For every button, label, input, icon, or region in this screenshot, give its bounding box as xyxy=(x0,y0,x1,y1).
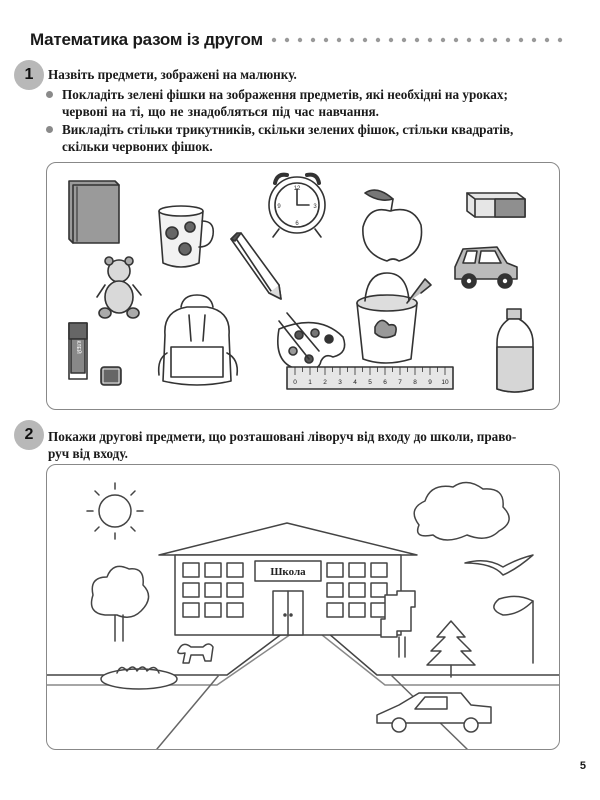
sand-bucket-icon xyxy=(357,273,431,363)
ruler-mark: 9 xyxy=(428,379,432,386)
task-2-prompt-line-1: Покажи другові предмети, що розташовані ліворуч від входу до школи, право- xyxy=(48,429,517,444)
svg-text:12: 12 xyxy=(293,186,301,192)
sun-icon xyxy=(87,483,143,539)
alarm-clock-icon xyxy=(269,175,325,237)
ruler-mark: 7 xyxy=(398,379,402,386)
task-2-number: 2 xyxy=(14,420,44,450)
eraser-icon xyxy=(467,193,525,217)
toy-car-icon xyxy=(455,247,517,288)
task-1-bullet-2-line-2: скільки червоних фішок. xyxy=(62,139,213,154)
svg-text:3: 3 xyxy=(313,204,317,210)
ruler-mark: 6 xyxy=(383,379,387,386)
ruler-mark: 5 xyxy=(368,379,372,386)
bullet-dot xyxy=(46,91,53,98)
dog-icon xyxy=(178,644,213,663)
task-1-bullet-1-line-2: червоні на ті, що не знадобляться під час навчання. xyxy=(62,104,379,119)
ruler-mark: 8 xyxy=(413,379,417,386)
task-1-bullet-2-line-1: Викладіть стільки трикутників, скільки зелених фішок, стільки квадратів, xyxy=(62,122,514,137)
street-lamp-icon xyxy=(494,596,533,663)
task-1-picture-panel xyxy=(46,162,560,410)
apple-icon xyxy=(363,190,422,261)
bird-icon xyxy=(465,555,533,575)
task-1-bullet-1 xyxy=(62,86,508,120)
teddy-bear-icon xyxy=(97,257,141,318)
ruler-mark: 4 xyxy=(353,379,357,386)
page-number: 5 xyxy=(579,760,586,772)
task-1-bullet-2 xyxy=(62,121,513,155)
pencil-icon xyxy=(231,233,281,299)
water-bottle-icon xyxy=(497,309,533,392)
task-2-prompt xyxy=(48,428,516,462)
cloud-icon xyxy=(414,482,509,540)
deciduous-tree-icon xyxy=(92,566,149,641)
fir-tree-icon xyxy=(427,621,475,677)
paint-palette-icon xyxy=(278,313,345,370)
glue-stick-icon xyxy=(69,323,121,385)
ruler-mark: 1 xyxy=(308,379,312,386)
ruler-mark: 3 xyxy=(338,379,342,386)
cup-icon xyxy=(159,206,213,267)
glue-label: КЛЕЙ xyxy=(75,340,81,354)
book-icon xyxy=(69,181,119,243)
svg-text:6: 6 xyxy=(295,221,299,227)
svg-text:9: 9 xyxy=(277,204,281,210)
poplar-tree-icon xyxy=(381,591,415,657)
school-door xyxy=(273,591,303,635)
task-1-number: 1 xyxy=(14,60,44,90)
school-sign: Школа xyxy=(270,566,306,578)
task-1-bullet-1-line-1: Покладіть зелені фішки на зображення предметів, які необхідні на уроках; xyxy=(62,87,508,102)
ruler-mark: 2 xyxy=(323,379,327,386)
ruler-mark: 0 xyxy=(293,379,297,386)
task-1-illustration xyxy=(47,163,559,409)
bullet-dot xyxy=(46,126,53,133)
task-2-prompt-line-2: руч від входу. xyxy=(48,446,128,461)
ruler-mark: 10 xyxy=(441,379,449,386)
title-dotted-rule xyxy=(270,36,565,44)
task-2-illustration xyxy=(47,465,559,749)
flower-bed-icon xyxy=(101,667,177,689)
backpack-icon xyxy=(159,295,238,385)
task-2-picture-panel xyxy=(46,464,560,750)
car-icon xyxy=(377,693,491,732)
task-1-prompt: Назвіть предмети, зображені на малюнку. xyxy=(48,67,297,82)
page-title: Математика разом із другом xyxy=(30,30,263,49)
